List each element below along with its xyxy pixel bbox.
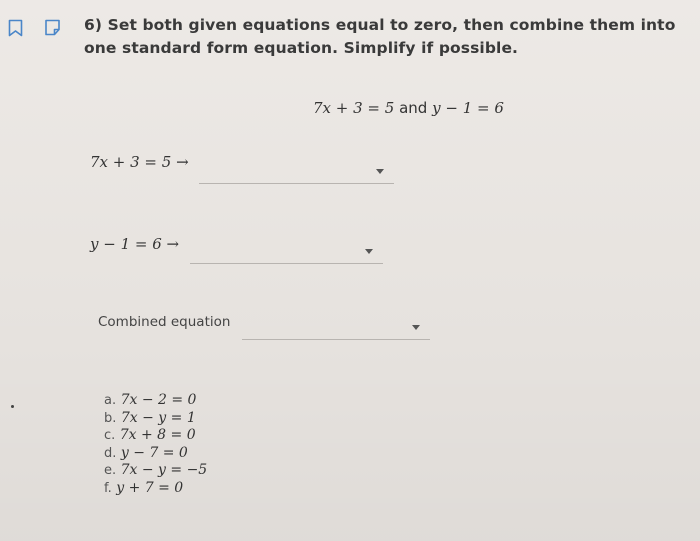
equation-2-label: y − 1 = 6 → bbox=[90, 235, 180, 253]
answer-option bbox=[104, 410, 207, 428]
option-expression: 7x − y = 1 bbox=[120, 409, 196, 426]
option-letter: c. bbox=[104, 428, 116, 444]
given-equation-2: y − 1 = 6 bbox=[432, 99, 504, 117]
answer-option bbox=[104, 445, 207, 463]
question-prompt: Set both given equations equal to zero, then combine them into one standard form equation. Simplify if possible. bbox=[84, 16, 676, 57]
given-equation-1: 7x + 3 = 5 bbox=[313, 99, 395, 117]
bookmark-icon[interactable] bbox=[8, 19, 23, 37]
note-icon[interactable] bbox=[44, 19, 61, 36]
option-letter: a. bbox=[104, 393, 117, 408]
given-equations bbox=[313, 99, 504, 117]
screen-speck bbox=[11, 405, 14, 408]
option-expression: y + 7 = 0 bbox=[116, 479, 184, 496]
combined-equation-dropdown[interactable] bbox=[242, 317, 430, 340]
option-letter: e. bbox=[104, 463, 117, 479]
equation-1-dropdown[interactable] bbox=[199, 161, 394, 184]
option-expression: 7x − 2 = 0 bbox=[120, 392, 197, 408]
given-connector: and bbox=[399, 99, 428, 117]
option-expression: 7x − y = −5 bbox=[120, 462, 208, 479]
question-text bbox=[84, 14, 688, 60]
answer-options-list bbox=[104, 392, 207, 498]
combined-equation-label: Combined equation bbox=[98, 314, 231, 330]
equation-1-label: 7x + 3 = 5 → bbox=[90, 153, 189, 171]
caret-down-icon bbox=[412, 325, 420, 330]
option-expression: 7x + 8 = 0 bbox=[119, 427, 196, 444]
answer-option bbox=[104, 427, 207, 445]
caret-down-icon bbox=[365, 249, 373, 254]
answer-option bbox=[104, 462, 207, 480]
option-letter: f. bbox=[104, 480, 112, 496]
option-letter: b. bbox=[104, 410, 117, 426]
question-number: 6) bbox=[84, 16, 103, 34]
answer-option bbox=[104, 480, 207, 498]
equation-2-dropdown[interactable] bbox=[190, 241, 383, 264]
answer-option bbox=[104, 392, 207, 410]
caret-down-icon bbox=[376, 169, 384, 174]
option-letter: d. bbox=[104, 445, 117, 461]
option-expression: y − 7 = 0 bbox=[120, 444, 188, 461]
